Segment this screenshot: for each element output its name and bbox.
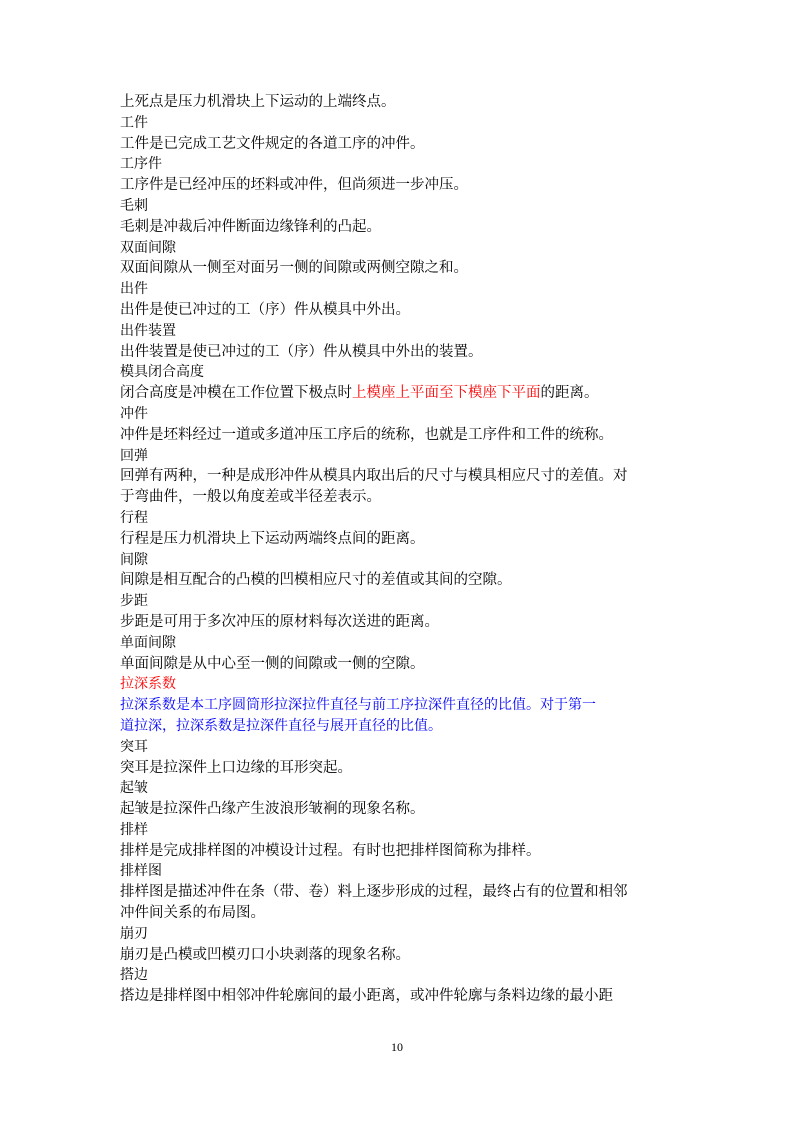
term-heading: 回弹	[120, 447, 148, 464]
term-definition: 起皱是拉深件凸缘产生波浪形皱裥的现象名称。	[120, 801, 425, 818]
red-highlight-text: 上模座上平面至下模座下平面	[352, 385, 541, 402]
term-definition: 回弹有两种，一种是成形冲件从模具内取出后的尺寸与模具相应尺寸的差值。对	[120, 468, 628, 485]
term-definition: 搭边是排样图中相邻冲件轮廓间的最小距离，或冲件轮廓与条料边缘的最小距	[120, 988, 613, 1005]
term-definition: 冲件是坯料经过一道或多道冲压工序后的统称，也就是工序件和工件的统称。	[120, 426, 613, 443]
term-definition: 冲件间关系的布局图。	[120, 905, 265, 922]
intro-text: 上死点是压力机滑块上下运动的上端终点。	[120, 94, 396, 110]
definition-text: 的距离。	[540, 385, 599, 402]
definition-text: 闭合高度是冲模在工作位置下极点时	[120, 385, 352, 402]
term-definition: 突耳是拉深件上口边缘的耳形突起。	[120, 759, 352, 776]
term-heading: 单面间隙	[120, 634, 176, 651]
term-definition: 排样图是描述冲件在条（带、卷）料上逐步形成的过程，最终占有的位置和相邻	[120, 884, 628, 901]
term-heading: 出件	[120, 281, 148, 298]
page-number: 10	[391, 1040, 403, 1054]
term-heading: 双面间隙	[120, 239, 176, 256]
term-heading: 模具闭合高度	[120, 364, 204, 381]
term-definition: 步距是可用于多次冲压的原材料每次送进的距离。	[120, 613, 439, 630]
term-definition: 崩刃是凸模或凹模刃口小块剥落的现象名称。	[120, 946, 410, 963]
term-heading: 起皱	[120, 780, 148, 797]
term-heading: 搭边	[120, 967, 148, 984]
term-definition: 毛刺是冲裁后冲件断面边缘锋利的凸起。	[120, 218, 381, 235]
term-heading: 排样图	[120, 863, 162, 880]
term-heading-highlighted: 拉深系数	[120, 676, 176, 693]
term-heading: 崩刃	[120, 925, 148, 942]
term-definition: 于弯曲件，一般以角度差或半径差表示。	[120, 489, 381, 506]
term-definition: 出件是使已冲过的工（序）件从模具中外出。	[120, 301, 410, 318]
term-definition: 排样是完成排样图的冲模设计过程。有时也把排样图简称为排样。	[120, 842, 541, 859]
term-definition: 间隙是相互配合的凸模的凹模相应尺寸的差值或其间的空隙。	[120, 572, 512, 589]
term-definition: 工序件是已经冲压的坯料或冲件，但尚须进一步冲压。	[120, 177, 468, 194]
term-definition: 行程是压力机滑块上下运动两端终点间的距离。	[120, 530, 425, 547]
term-definition-highlighted: 道拉深，拉深系数是拉深件直径与展开直径的比值。	[120, 717, 442, 734]
term-heading: 间隙	[120, 551, 148, 568]
term-heading: 步距	[120, 593, 148, 610]
term-definition: 双面间隙从一侧至对面另一侧的间隙或两侧空隙之和。	[120, 260, 468, 277]
term-definition: 出件装置是使已冲过的工（序）件从模具中外出的装置。	[120, 343, 483, 360]
term-heading: 工件	[120, 114, 148, 131]
term-definition	[120, 383, 680, 404]
term-heading: 工序件	[120, 156, 162, 173]
term-heading: 出件装置	[120, 322, 176, 339]
term-heading: 排样	[120, 821, 148, 838]
term-heading: 突耳	[120, 738, 148, 755]
document-body	[120, 92, 680, 1007]
term-definition-highlighted: 拉深系数是本工序圆筒形拉深拉件直径与前工序拉深件直径的比值。对于第一	[120, 697, 596, 714]
term-heading: 毛刺	[120, 197, 148, 214]
term-heading: 行程	[120, 509, 148, 526]
term-definition: 单面间隙是从中心至一侧的间隙或一侧的空隙。	[120, 655, 425, 672]
term-definition: 工件是已完成工艺文件规定的各道工序的冲件。	[120, 135, 425, 152]
term-heading: 冲件	[120, 405, 148, 422]
